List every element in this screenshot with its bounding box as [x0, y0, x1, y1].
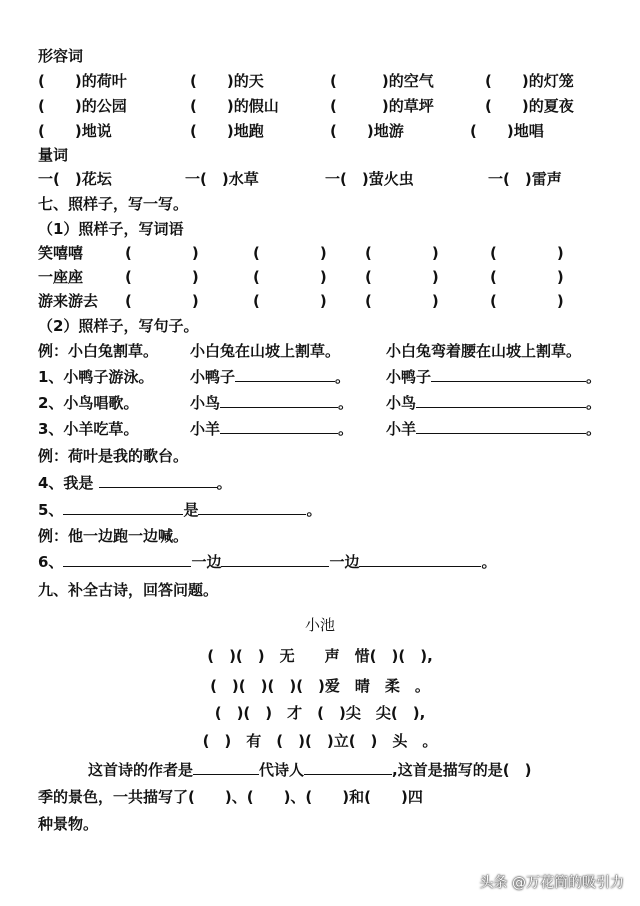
- word-blank: ( ): [365, 244, 439, 262]
- word-blank: ( ): [125, 292, 199, 310]
- section-9-title: 九、补全古诗，回答问题。: [38, 581, 219, 599]
- adj-item: ( )的草坪: [330, 97, 434, 115]
- adj-item: ( )地跑: [190, 122, 264, 140]
- example-sentence: 例：荷叶是我的歌台。: [38, 447, 189, 465]
- adj-item: ( )的天: [190, 72, 264, 90]
- sentence-answer: 4、我是 。: [38, 474, 232, 492]
- section-7-sub2: （2）照样子，写句子。: [38, 317, 199, 335]
- poem-line: ( )( ) 才 ( )尖 尖( ),: [214, 704, 426, 722]
- word-blank: ( ): [365, 268, 439, 286]
- word-blank: ( ): [125, 244, 199, 262]
- word-blank: ( ): [125, 268, 199, 286]
- poem-line: ( )( )( )( )爱 晴 柔 。: [210, 677, 430, 695]
- adj-item: ( )地说: [38, 122, 112, 140]
- word-blank: ( ): [490, 292, 564, 310]
- poem-question: 种景物。: [38, 815, 99, 833]
- section-7-sub1: （1）照样子，写词语: [38, 220, 184, 238]
- sentence-answer: 小鸟 。: [190, 394, 354, 412]
- sentence-prompt: 1、小鸭子游泳。: [38, 368, 154, 386]
- adj-item: ( )的夏夜: [485, 97, 574, 115]
- word-blank: ( ): [365, 292, 439, 310]
- poem-line: ( ) 有 ( )( )立( ) 头 。: [202, 732, 438, 750]
- sentence-prompt: 3、小羊吃草。: [38, 420, 139, 438]
- adj-item: ( )的空气: [330, 72, 434, 90]
- sentence-answer: 小羊 。: [190, 420, 354, 438]
- measure-item: 一( )水草: [185, 170, 259, 188]
- measure-item: 一( )萤火虫: [325, 170, 414, 188]
- poem-title: 小池: [304, 616, 335, 634]
- adj-item: ( )的公园: [38, 97, 127, 115]
- section-7-title: 七、照样子，写一写。: [38, 195, 189, 213]
- example-sentence: 例：他一边跑一边喊。: [38, 527, 189, 545]
- measure-item: 一( )雷声: [488, 170, 562, 188]
- sentence-answer: 5、 是 。: [38, 501, 322, 519]
- adj-item: ( )的灯笼: [485, 72, 574, 90]
- example-sentence: 小白兔在山坡上割草。: [190, 342, 341, 360]
- word-blank: ( ): [253, 244, 327, 262]
- word-example: 一座座: [38, 268, 84, 286]
- word-blank: ( ): [253, 268, 327, 286]
- word-example: 游来游去: [38, 292, 99, 310]
- adj-title: 形容词: [38, 47, 84, 65]
- measure-title: 量词: [38, 146, 69, 164]
- poem-question: 这首诗的作者是 代诗人 ,这首是描写的是( ): [88, 761, 532, 779]
- word-blank: ( ): [253, 292, 327, 310]
- measure-item: 一( )花坛: [38, 170, 112, 188]
- sentence-answer: 小羊 。: [386, 420, 602, 438]
- example-sentence: 例：小白兔割草。: [38, 342, 159, 360]
- adj-item: ( )地唱: [470, 122, 544, 140]
- sentence-prompt: 2、小鸟唱歌。: [38, 394, 139, 412]
- word-blank: ( ): [490, 244, 564, 262]
- adj-item: ( )的荷叶: [38, 72, 127, 90]
- word-example: 笑嘻嘻: [38, 244, 84, 262]
- adj-item: ( )的假山: [190, 97, 279, 115]
- poem-question: 季的景色，一共描写了( )、( )、( )和( )四: [38, 788, 423, 806]
- adj-item: ( )地游: [330, 122, 404, 140]
- sentence-answer: 6、 一边 一边 。: [38, 553, 497, 571]
- watermark: 头条 @万花筒的吸引力: [479, 875, 624, 891]
- poem-line: ( )( ) 无 声 惜( )( ),: [207, 647, 433, 665]
- word-blank: ( ): [490, 268, 564, 286]
- example-sentence: 小白兔弯着腰在山坡上割草。: [386, 342, 582, 360]
- sentence-answer: 小鸭子 。: [190, 368, 351, 386]
- sentence-answer: 小鸭子 。: [386, 368, 602, 386]
- sentence-answer: 小鸟 。: [386, 394, 602, 412]
